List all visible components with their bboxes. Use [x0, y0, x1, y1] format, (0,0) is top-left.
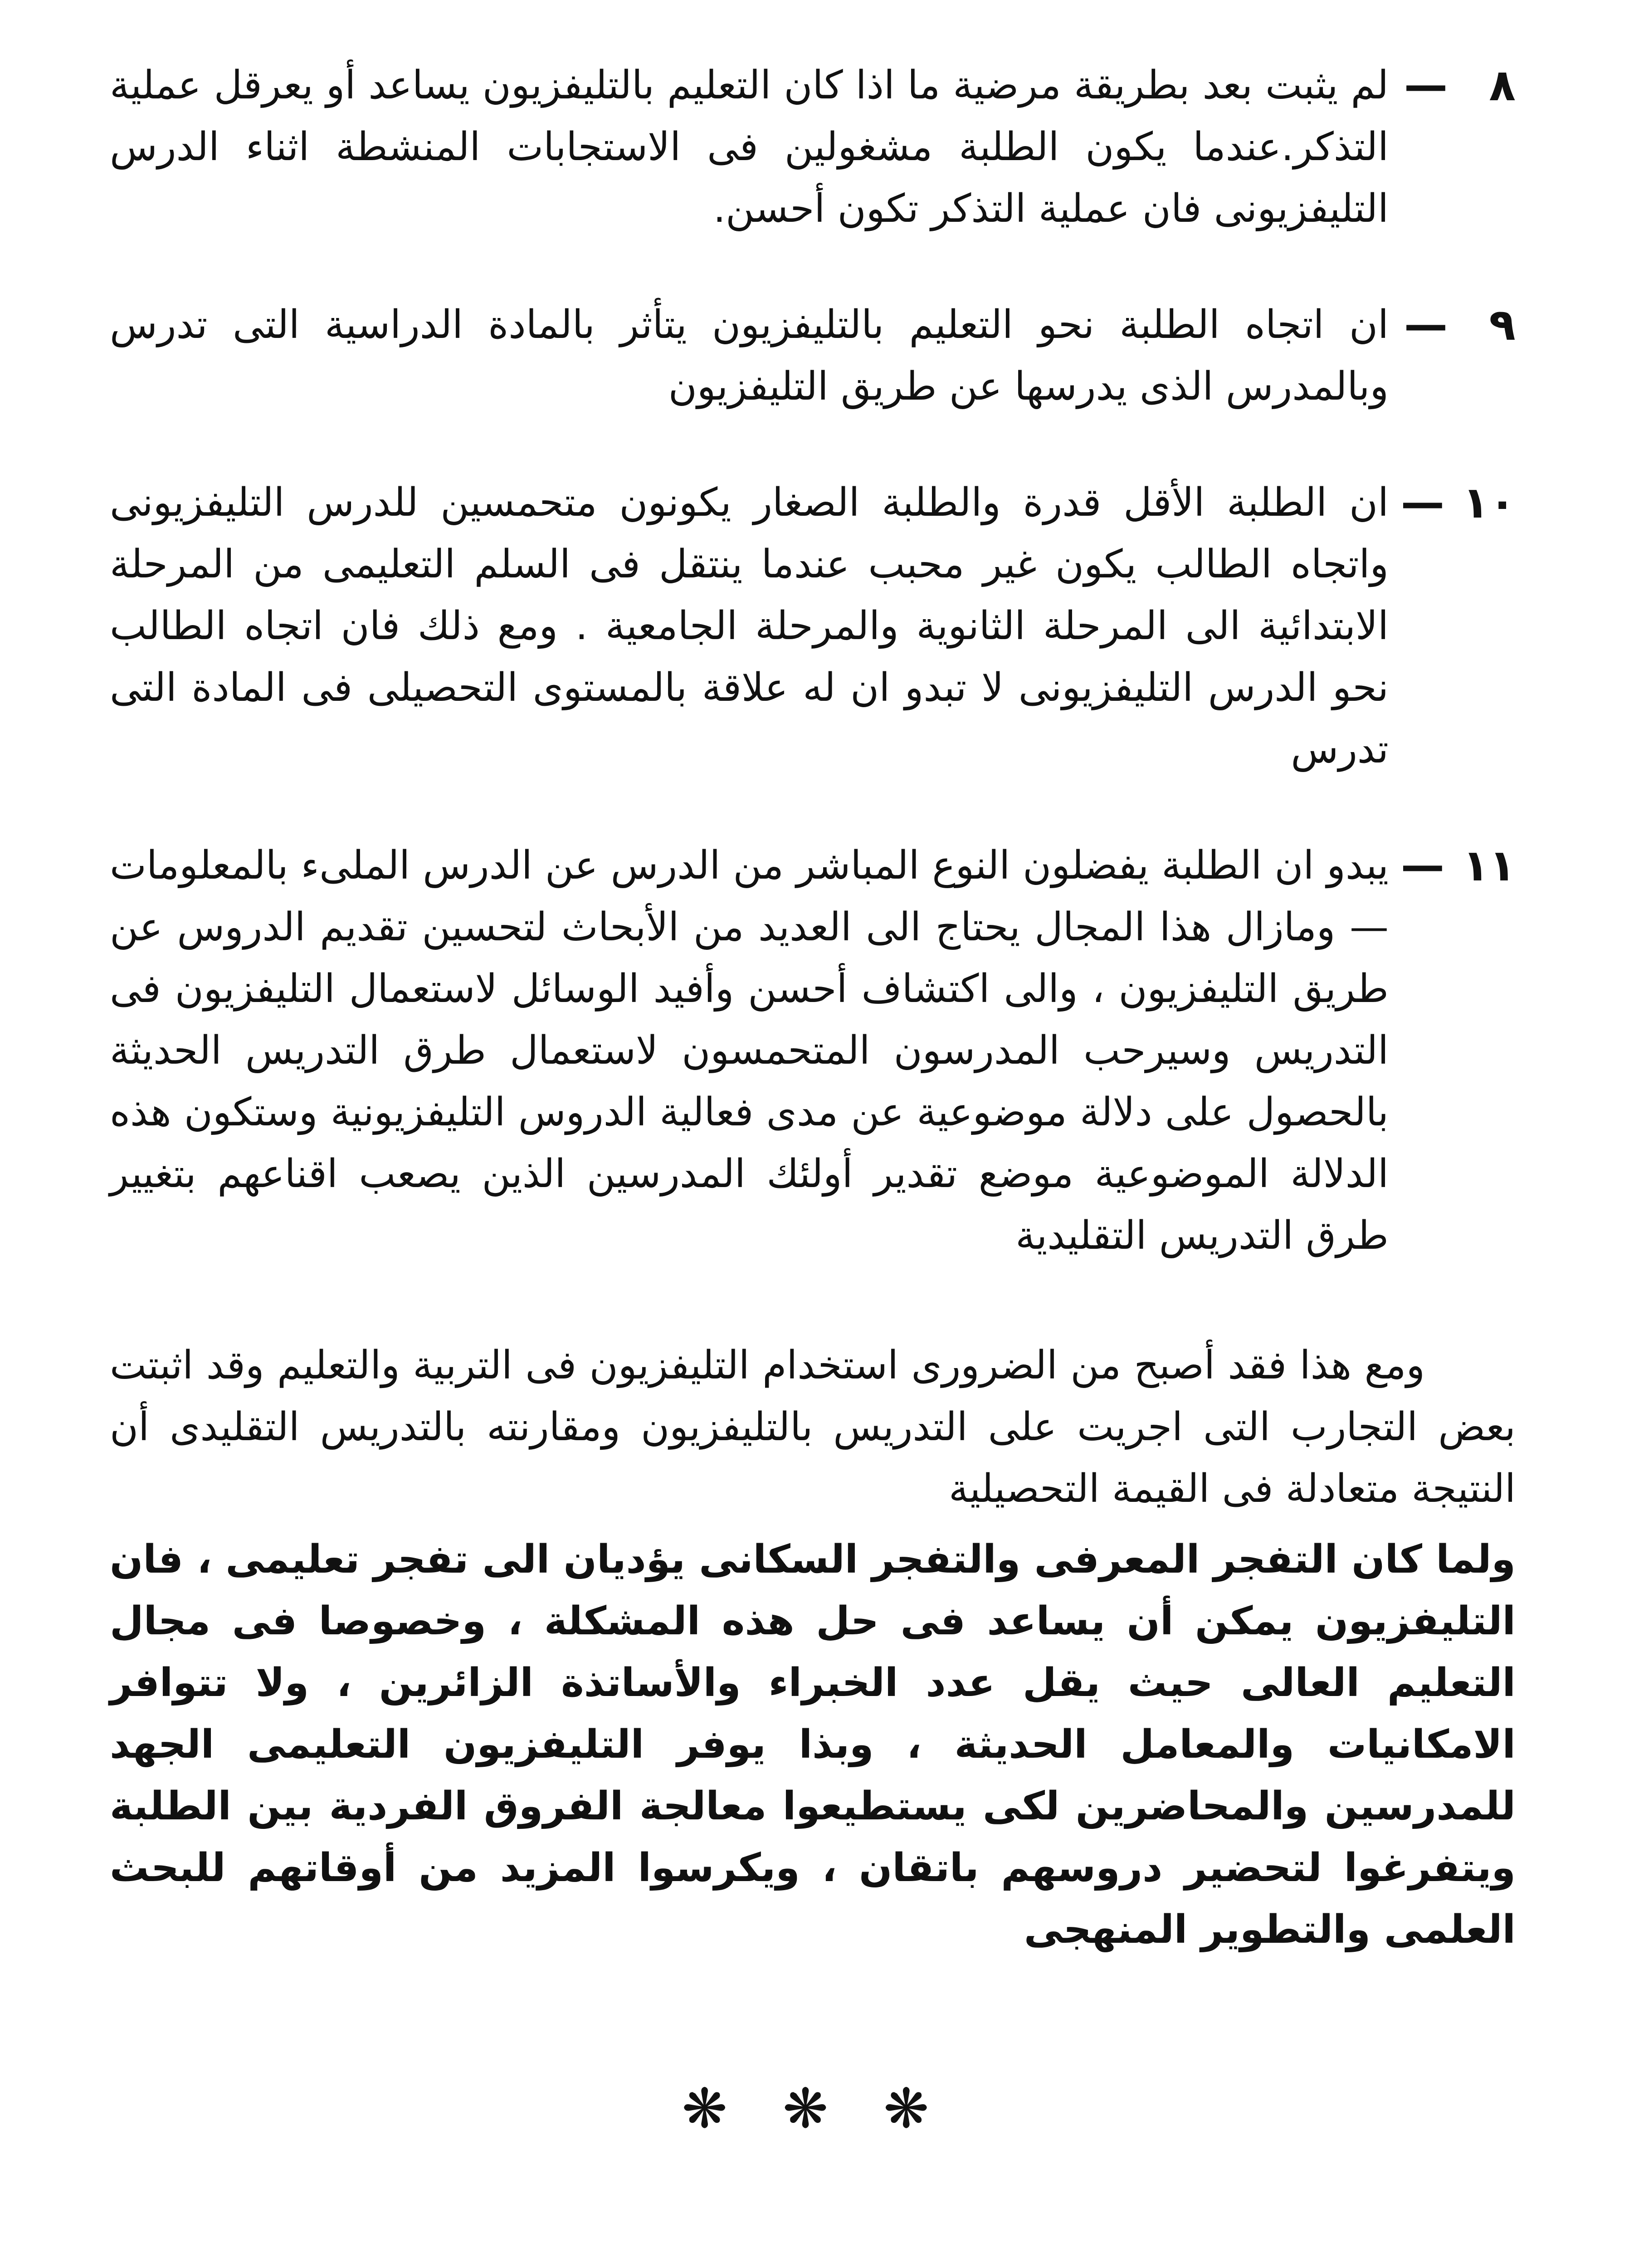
page-content — [110, 54, 1516, 1970]
item-text: ان اتجاه الطلبة نحو التعليم بالتليفزيون يتأثر بالمادة الدراسية التى تدرس وبالمدرس الذى يدرسها عن طريق التليفزيون — [110, 302, 1389, 409]
item-marker — [1389, 472, 1516, 533]
body-paragraphs — [110, 1334, 1516, 1960]
numbered-item-8 — [110, 54, 1516, 240]
numbered-item-11 — [110, 835, 1516, 1266]
section-separator: ❋ ❋ ❋ — [682, 2077, 947, 2141]
item-dash: — — [1400, 477, 1444, 528]
body-paragraph-2: ولما كان التفجر المعرفى والتفجر السكانى يؤديان الى تفجر تعليمى ، فان التليفزيون يمكن أن يساعد فى حل هذه المشكلة ، وخصوصا فى مجال التعليم العالى حيث يقل عدد الخبراء والأساتذة الزائرين ، ولا تتوافر الامكانيات والمعامل الحديثة ، وبذا يوفر التليفزيون التعليمى الجهد للمدرسين والمحاضرين لكى يستطيعوا معالجة الفروق الفردية بين الطلبة ويتفرغوا لتحضير دروسهم باتقان ، ويكرسوا المزيد من أوقاتهم للبحث العلمى والتطوير المنهجى — [110, 1537, 1516, 1952]
item-text: يبدو ان الطلبة يفضلون النوع المباشر من الدرس عن الدرس الملىء بالمعلومات — ومازال هذا المجال يحتاج الى العديد من الأبحاث لتحسين تقديم الدروس عن طريق التليفزيون ، والى اكتشاف أحسن وأفيد الوسائل لاستعمال التليفزيون فى التدريس وسيرحب المدرسون المتحمسون لاستعمال طرق التدريس الحديثة بالحصول على دلالة موضوعية عن مدى فعالية الدروس التليفزيونية وستكون هذه الدلالة الموضوعية موضع تقدير أولئك المدرسين الذين يصعب اقناعهم بتغيير طرق التدريس التقليدية — [110, 843, 1389, 1258]
body-paragraph-1: ومع هذا فقد أصبح من الضرورى استخدام التليفزيون فى التربية والتعليم وقد اثبتت بعض التجارب التى اجريت على التدريس بالتليفزيون ومقارنته بالتدريس التقليدى أن النتيجة متعادلة فى القيمة التحصيلية — [110, 1343, 1516, 1511]
item-number: ١٠ — [1462, 477, 1516, 528]
item-text: ان الطلبة الأقل قدرة والطلبة الصغار يكونون متحمسين للدرس التليفزيونى واتجاه الطالب يكون غير محبب عندما ينتقل فى السلم التعليمى من المرحلة الابتدائية الى المرحلة الثانوية والمرحلة الجامعية . ومع ذلك فان اتجاه الطالب نحو الدرس التليفزيونى لا تبدو ان له علاقة بالمستوى التحصيلى فى المادة التى تدرس — [110, 480, 1389, 772]
item-marker — [1389, 54, 1516, 116]
item-dash: — — [1404, 299, 1448, 350]
numbered-item-9 — [110, 294, 1516, 417]
item-dash: — — [1400, 840, 1444, 891]
item-marker — [1389, 294, 1516, 356]
item-number: ٨ — [1489, 60, 1516, 111]
item-number: ١١ — [1462, 840, 1516, 891]
item-dash: — — [1404, 60, 1448, 111]
numbered-item-10 — [110, 472, 1516, 780]
item-marker — [1389, 835, 1516, 896]
item-number: ٩ — [1489, 299, 1516, 350]
item-text: لم يثبت بعد بطريقة مرضية ما اذا كان التعليم بالتليفزيون يساعد أو يعرقل عملية التذكر.عندما يكون الطلبة مشغولين فى الاستجابات المنشطة اثناء الدرس التليفزيونى فان عملية التذكر تكون أحسن. — [110, 63, 1389, 231]
